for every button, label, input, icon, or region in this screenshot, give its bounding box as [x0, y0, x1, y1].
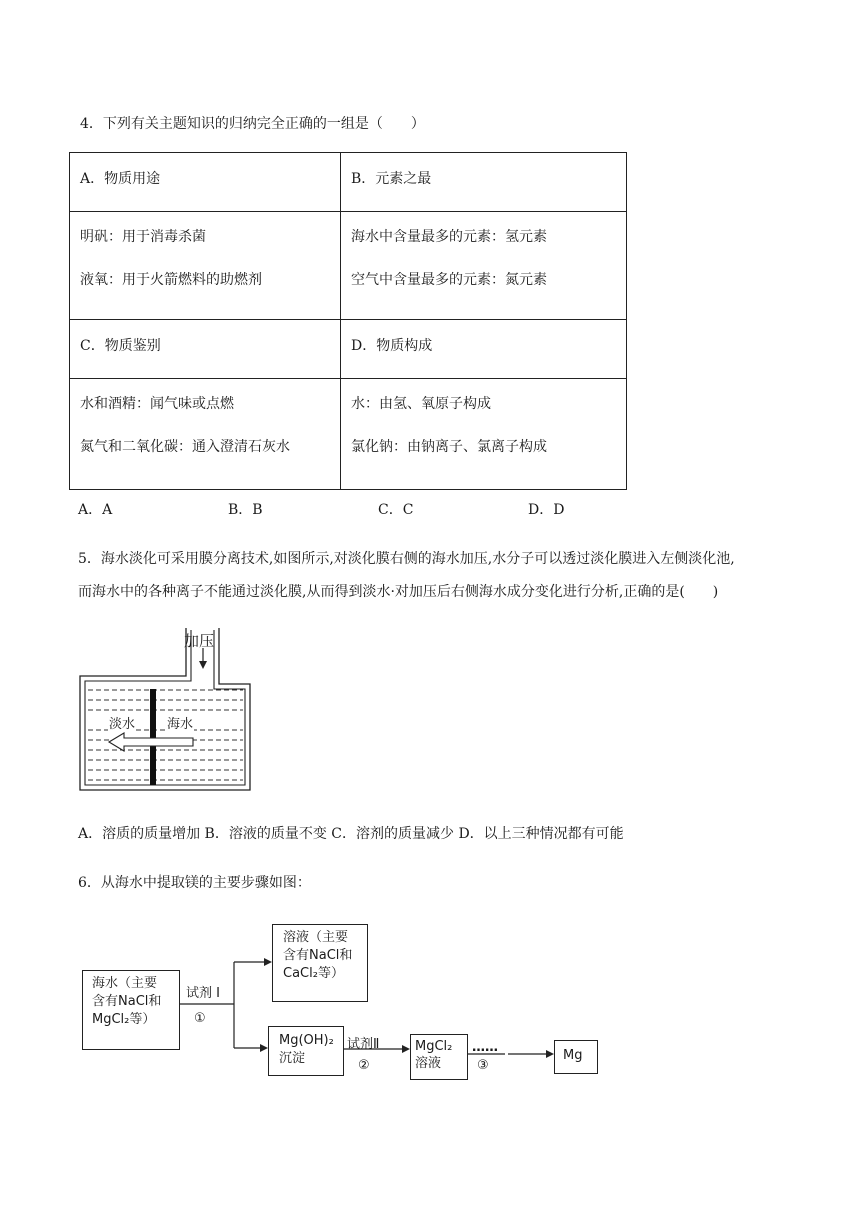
membrane-bar	[150, 689, 156, 785]
cell-d-line-2: 氯化钠：由钠离子、氯离子构成	[351, 439, 547, 455]
step-3-label: ③	[477, 1058, 489, 1073]
cell-c-body	[70, 379, 341, 490]
q4-stem: 4．下列有关主题知识的归纳完全正确的一组是（ ）	[80, 116, 425, 132]
precipitate-line-2: 沉淀	[279, 1051, 306, 1066]
sea-water-label: 海水	[166, 713, 194, 732]
cell-a-line-1: 明矾：用于消毒杀菌	[80, 229, 206, 245]
precipitate-line-1: Mg(OH)₂	[279, 1033, 334, 1048]
reagent-2-label: 试剂Ⅱ	[347, 1037, 380, 1052]
flow-left-arrow-icon	[109, 733, 193, 751]
cell-d-head	[341, 320, 627, 379]
cell-b-line-2: 空气中含量最多的元素：氮元素	[351, 272, 547, 288]
dots-label: ……	[472, 1040, 498, 1055]
arrow-to-solution-icon	[264, 958, 272, 966]
step-2-label: ②	[358, 1058, 370, 1073]
cell-b-body	[341, 212, 627, 320]
solution-box	[272, 924, 368, 1002]
cell-b-head	[341, 153, 627, 212]
cell-b-line-1: 海水中含量最多的元素：氢元素	[351, 229, 547, 245]
cell-d-body	[341, 379, 627, 490]
cell-a-line-2: 液氧：用于火箭燃料的助燃剂	[80, 272, 262, 288]
cell-c-head	[70, 320, 341, 379]
q4-option-a[interactable]: A．A	[78, 502, 113, 518]
precipitate-box	[268, 1026, 344, 1076]
seawater-line-3: MgCl₂等）	[92, 1012, 156, 1027]
cell-c-line-1: 水和酒精：闻气味或点燃	[80, 396, 234, 412]
mg-box	[554, 1040, 598, 1074]
cell-d-line-1: 水：由氢、氧原子构成	[351, 396, 491, 412]
pressure-arrow-icon	[199, 661, 207, 669]
water-lines	[88, 690, 243, 780]
fresh-water-label: 淡水	[108, 713, 136, 732]
arrow-to-mgcl2-icon	[402, 1045, 410, 1053]
cell-d-head-text: D．物质构成	[351, 338, 433, 354]
step-1-label: ①	[194, 1011, 206, 1026]
q4-knowledge-table	[69, 152, 627, 490]
cell-b-head-text: B．元素之最	[351, 171, 432, 187]
solution-line-3: CaCl₂等）	[283, 966, 344, 981]
tank-outline	[80, 628, 250, 790]
press-label: 加压	[184, 632, 215, 650]
q5-stem-line-1: 5．海水淡化可采用膜分离技术,如图所示,对淡化膜右侧的海水加压,水分子可以透过淡化膜进入左侧淡化池,	[78, 551, 735, 567]
cell-a-head-text: A．物质用途	[80, 171, 161, 187]
tank-inner-outline	[85, 630, 245, 785]
cell-c-line-2: 氮气和二氧化碳：通入澄清石灰水	[80, 439, 290, 455]
q4-option-c[interactable]: C．C	[378, 502, 414, 518]
solution-line-1: 溶液（主要	[283, 930, 349, 945]
cell-a-head	[70, 153, 341, 212]
q5-stem-line-2: 而海水中的各种离子不能通过淡化膜,从而得到淡水·对加压后右侧海水成分变化进行分析,正确的是( )	[78, 584, 719, 600]
cell-a-body	[70, 212, 341, 320]
arrow-to-precipitate-icon	[260, 1044, 268, 1052]
reagent-1-label: 试剂 Ⅰ	[186, 986, 220, 1001]
q6-stem: 6．从海水中提取镁的主要步骤如图：	[78, 875, 311, 891]
mg-text: Mg	[563, 1048, 583, 1063]
q5-options[interactable]: A．溶质的质量增加 B．溶液的质量不变 C．溶剂的质量减少 D．以上三种情况都有可能	[78, 826, 624, 842]
seawater-line-1: 海水（主要	[92, 976, 158, 991]
arrow-to-mg-icon	[546, 1050, 554, 1058]
mgcl2-line-2: 溶液	[415, 1056, 442, 1071]
q4-option-b[interactable]: B．B	[228, 502, 263, 518]
mgcl2-line-1: MgCl₂	[415, 1039, 453, 1054]
seawater-line-2: 含有NaCl和	[92, 994, 162, 1009]
q4-option-d[interactable]: D．D	[528, 502, 565, 518]
seawater-box	[82, 970, 180, 1050]
cell-c-head-text: C．物质鉴别	[80, 338, 161, 354]
mgcl2-solution-box	[410, 1034, 468, 1080]
solution-line-2: 含有NaCl和	[283, 948, 353, 963]
